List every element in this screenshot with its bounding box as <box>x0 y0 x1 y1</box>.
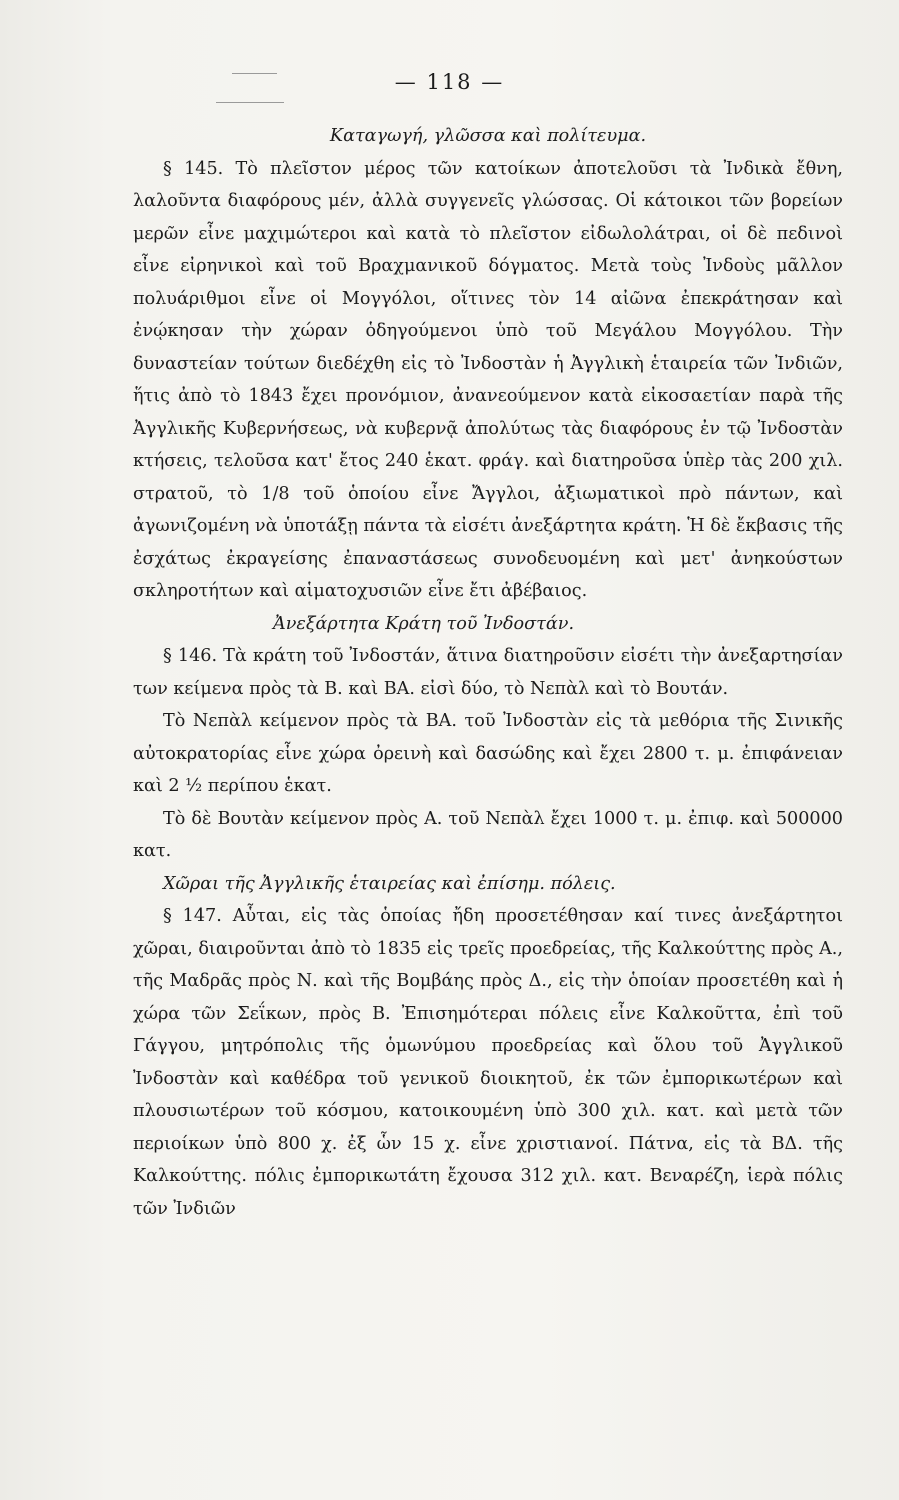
margin-mark <box>216 102 284 103</box>
page-number: — 118 — <box>394 70 505 94</box>
paragraph: Τὸ δὲ Βουτὰν κείμενον πρὸς Α. τοῦ Νεπὰλ ἔχει 1000 τ. μ. ἐπιφ. καὶ 500000 κατ. <box>133 808 843 861</box>
paragraph: Τὸ Νεπὰλ κείμενον πρὸς τὰ ΒΑ. τοῦ Ἰνδοστὰν εἰς τὰ μεθόρια τῆς Σινικῆς αὐτοκρατορίας εἶνε χώρα ὀρεινὴ καὶ δασώδης καὶ ἔχει 2800 τ. μ. ἐπιφάνειαν καὶ 2 ½ περίπου ἑκατ. <box>133 711 843 796</box>
section-heading: Ἀνεξάρτητα Κράτη τοῦ Ἰνδοστάν. <box>273 613 575 634</box>
paragraph: § 147. Αὗται, εἰς τὰς ὁποίας ἤδη προσετέθησαν καί τινες ἀνεξάρτητοι χῶραι, διαιροῦνται ἀπὸ τὸ 1835 εἰς τρεῖς προεδρείας, τῆς Καλκούττης πρὸς Α., τῆς Μαδρᾶς πρὸς Ν. καὶ τῆς Βομβάης πρὸς Δ., εἰς τὴν ὁποίαν προσετέθη καὶ ἡ χώρα τῶν Σεΐκων, πρὸς Β. Ἐπισημότεραι πόλεις εἶνε Καλκοῦττα, ἐπὶ τοῦ Γάγγου, μητρόπολις τῆς ὁμωνύμου προεδρείας καὶ ὅλου τοῦ Ἀγγλικοῦ Ἰνδοστὰν καὶ καθέδρα τοῦ γενικοῦ διοικητοῦ, ἐκ τῶν ἐμπορικωτέρων καὶ πλουσιωτέρων τοῦ κόσμου, κατοικουμένη ὑπὸ 300 χιλ. κατ. καὶ μετὰ τῶν περιοίκων ὑπὸ 800 χ. ἐξ ὧν 15 χ. εἶνε χριστιανοί. Πάτνα, εἰς τὰ ΒΔ. τῆς Καλκούττης. πόλις ἐμπορικωτάτη ἔχουσα 312 χιλ. κατ. Βεναρέζη, ἱερὰ πόλις τῶν Ἰνδιῶν <box>133 906 843 1219</box>
paragraph: § 146. Τὰ κράτη τοῦ Ἰνδοστάν, ἅτινα διατηροῦσιν εἰσέτι τὴν ἀνεξαρτησίαν των κείμενα πρὸς τὰ Β. καὶ ΒΑ. εἰσὶ δύο, τὸ Νεπὰλ καὶ τὸ Βουτάν. <box>133 646 843 699</box>
paragraph: § 145. Τὸ πλεῖστον μέρος τῶν κατοίκων ἀποτελοῦσι τὰ Ἰνδικὰ ἔθνη, λαλοῦντα διαφόρους μέν, ἀλλὰ συγγενεῖς γλώσσας. Οἱ κάτοικοι τῶν βορείων μερῶν εἶνε μαχιμώτεροι καὶ κατὰ τὸ πλεῖστον εἰδωλολάτραι, οἱ δὲ πεδινοὶ εἶνε εἰρηνικοὶ καὶ τοῦ Βραχμανικοῦ δόγματος. Μετὰ τοὺς Ἰνδοὺς μᾶλλον πολυάριθμοι εἶνε οἱ Μογγόλοι, οἵτινες τὸν 14 αἰῶνα ἐπεκράτησαν καὶ ἐνῴκησαν τὴν χώραν ὁδηγούμενοι ὑπὸ τοῦ Μεγάλου Μογγόλου. Τὴν δυναστείαν τούτων διεδέχθη εἰς τὸ Ἰνδοστὰν ἡ Ἀγγλικὴ ἑταιρεία τῶν Ἰνδιῶν, ἥτις ἀπὸ τὸ 1843 ἔχει προνόμιον, ἀνανεούμενον κατὰ εἰκοσαετίαν παρὰ τῆς Ἀγγλικῆς Κυβερνήσεως, νὰ κυβερνᾷ ἀπολύτως τὰς διαφόρους ἐν τῷ Ἰνδοστὰν κτήσεις, τελοῦσα κατ' ἔτος 240 ἑκατ. φράγ. καὶ διατηροῦσα ὑπὲρ τὰς 200 χιλ. στρατοῦ, τὸ 1/8 τοῦ ὁποίου εἶνε Ἄγγλοι, ἀξιωματικοὶ πρὸ πάντων, καὶ ἀγωνιζομένη νὰ ὑποτάξῃ πάντα τὰ εἰσέτι ἀνεξάρτητα κράτη. Ἡ δὲ ἔκβασις τῆς ἐσχάτως ἐκραγείσης ἐπαναστάσεως συνοδευομένη καὶ μετ' ἀνηκούστων σκληροτήτων καὶ αἱματοχυσιῶν εἶνε ἔτι ἀβέβαιος. <box>133 158 843 601</box>
section-heading: Χῶραι τῆς Ἀγγλικῆς ἑταιρείας καὶ ἐπίσημ. πόλεις. <box>163 873 616 894</box>
body-text <box>133 120 843 1225</box>
section-heading: Καταγωγή, γλῶσσα καὶ πολίτευμα. <box>329 126 647 146</box>
